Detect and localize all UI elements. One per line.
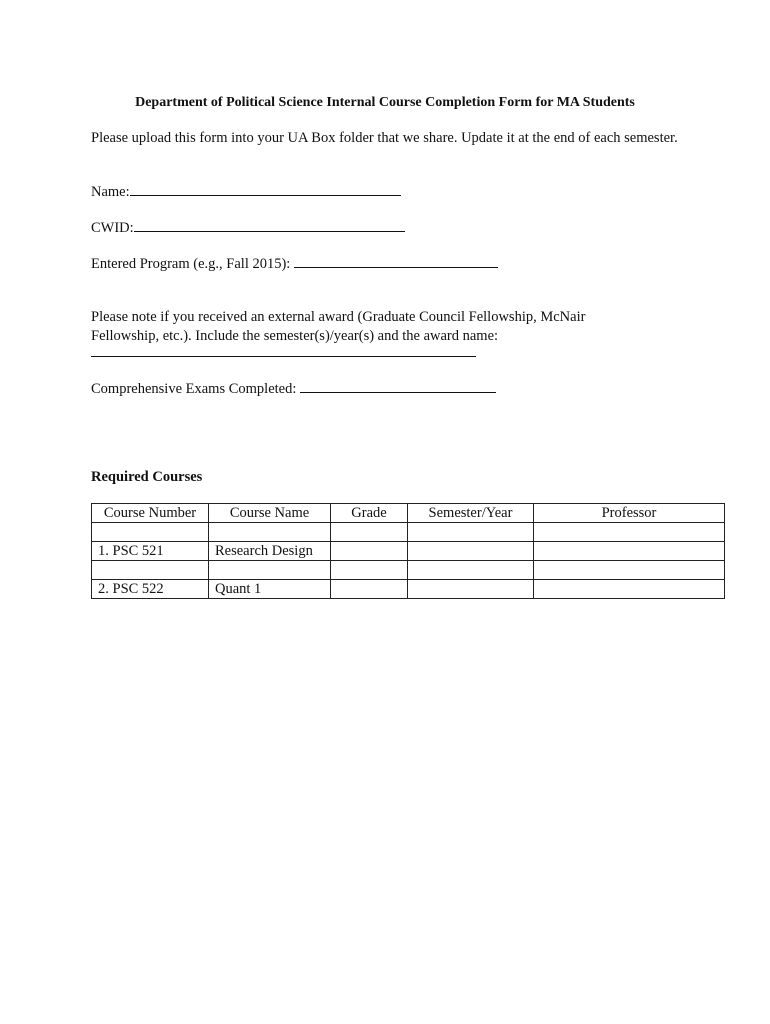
column-header-professor: Professor bbox=[534, 504, 725, 523]
instructions-text: Please upload this form into your UA Box folder that we share. Update it at the end of each semester. bbox=[91, 130, 678, 146]
award-blank-line bbox=[91, 344, 476, 357]
cwid-label: CWID: bbox=[91, 220, 134, 236]
form-title: Department of Political Science Internal Course Completion Form for MA Students bbox=[135, 95, 635, 110]
required-courses-heading: Required Courses bbox=[91, 469, 203, 485]
semester-year-cell[interactable] bbox=[408, 542, 534, 561]
name-label: Name: bbox=[91, 184, 130, 200]
table-cell[interactable] bbox=[331, 523, 408, 542]
table-row bbox=[92, 561, 725, 580]
comp-exams-field bbox=[91, 380, 691, 399]
table-cell[interactable] bbox=[534, 523, 725, 542]
course-name-cell: Research Design bbox=[209, 542, 331, 561]
table-row bbox=[92, 523, 725, 542]
column-header-grade: Grade bbox=[331, 504, 408, 523]
award-blank bbox=[91, 344, 691, 363]
table-cell[interactable] bbox=[331, 561, 408, 580]
comp-exams-blank-line bbox=[300, 380, 496, 393]
table-header-row bbox=[92, 504, 725, 523]
column-header-course-number: Course Number bbox=[92, 504, 209, 523]
professor-cell[interactable] bbox=[534, 580, 725, 599]
table-row bbox=[92, 542, 725, 561]
table-cell[interactable] bbox=[92, 523, 209, 542]
entered-program-blank-line bbox=[294, 255, 498, 268]
comp-exams-label: Comprehensive Exams Completed: bbox=[91, 381, 297, 397]
award-note-text: Please note if you received an external award (Graduate Council Fellowship, McNair Fellowship, etc.). Include the semester(s)/year(s) and the award name: bbox=[91, 309, 586, 344]
grade-cell[interactable] bbox=[331, 580, 408, 599]
table-cell[interactable] bbox=[92, 561, 209, 580]
cwid-blank-line bbox=[134, 219, 405, 232]
semester-year-cell[interactable] bbox=[408, 580, 534, 599]
entered-program-label: Entered Program (e.g., Fall 2015): bbox=[91, 256, 291, 272]
table-cell[interactable] bbox=[408, 523, 534, 542]
course-name-cell: Quant 1 bbox=[209, 580, 331, 599]
required-courses-table bbox=[91, 503, 725, 599]
table-cell[interactable] bbox=[209, 561, 331, 580]
column-header-course-name: Course Name bbox=[209, 504, 331, 523]
table-cell[interactable] bbox=[534, 561, 725, 580]
name-blank-line bbox=[130, 183, 401, 196]
table-cell[interactable] bbox=[209, 523, 331, 542]
course-number-cell: 2. PSC 522 bbox=[92, 580, 209, 599]
grade-cell[interactable] bbox=[331, 542, 408, 561]
table-cell[interactable] bbox=[408, 561, 534, 580]
column-header-semester-year: Semester/Year bbox=[408, 504, 534, 523]
professor-cell[interactable] bbox=[534, 542, 725, 561]
table-row bbox=[92, 580, 725, 599]
cwid-field bbox=[91, 219, 691, 238]
name-field bbox=[91, 183, 691, 202]
course-number-cell: 1. PSC 521 bbox=[92, 542, 209, 561]
entered-program-field bbox=[91, 255, 691, 274]
